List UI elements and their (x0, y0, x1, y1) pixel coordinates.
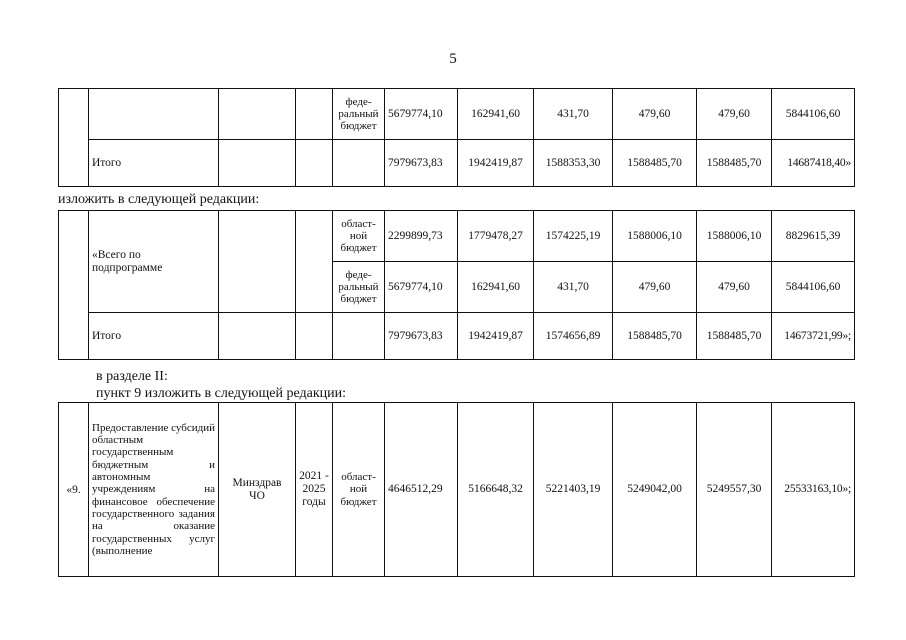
value-cell: 479,60 (697, 262, 772, 313)
value-cell: 7979673,83 (385, 140, 458, 187)
period-cell (296, 89, 333, 140)
value-cell: 2299899,73 (385, 211, 458, 262)
value-cell: 431,70 (534, 262, 613, 313)
budget-table-old-totals (58, 88, 855, 187)
value-cell: 162941,60 (458, 89, 534, 140)
value-cell: 5679774,10 (385, 89, 458, 140)
instruction-line: в разделе II: (96, 369, 168, 384)
value-cell: 1779478,27 (458, 211, 534, 262)
executor-cell (219, 211, 296, 313)
value-cell: 7979673,83 (385, 313, 458, 360)
total-cell: 25533163,10»; (772, 403, 855, 577)
row-label: Итого (89, 313, 219, 360)
value-cell: 1588485,70 (697, 313, 772, 360)
funding-source (333, 140, 385, 187)
value-cell: 5249042,00 (613, 403, 697, 577)
funding-source: област- ной бюджет (333, 211, 385, 262)
value-cell: 1588485,70 (613, 140, 697, 187)
value-cell: 479,60 (613, 89, 697, 140)
value-cell: 1588006,10 (697, 211, 772, 262)
instruction-line: пункт 9 изложить в следующей редакции: (96, 386, 346, 401)
funding-source (333, 313, 385, 360)
value-cell: 4646512,29 (385, 403, 458, 577)
value-cell: 1588353,30 (534, 140, 613, 187)
table-row (59, 313, 855, 360)
value-cell: 431,70 (534, 89, 613, 140)
value-cell: 1574225,19 (534, 211, 613, 262)
executor-cell (219, 140, 296, 187)
item-number: «9. (59, 403, 89, 577)
table-row (59, 211, 855, 262)
total-cell: 5844106,60 (772, 89, 855, 140)
value-cell: 479,60 (613, 262, 697, 313)
value-cell: 162941,60 (458, 262, 534, 313)
table-row (59, 403, 855, 577)
funding-source: област- ной бюджет (333, 403, 385, 577)
value-cell: 1588485,70 (697, 140, 772, 187)
period-cell: 2021 - 2025 годы (296, 403, 333, 577)
budget-table-new-totals (58, 210, 855, 360)
number-cell (59, 89, 89, 187)
item-description: Предоставление субсидий областным государственным бюджетным и автономным учреждениям на финансовое обеспечение государственного задания на оказание государственных услуг (выполнение (89, 403, 219, 577)
value-cell: 1588006,10 (613, 211, 697, 262)
total-cell: 5844106,60 (772, 262, 855, 313)
number-cell (59, 211, 89, 360)
executor-cell (219, 89, 296, 140)
value-cell: 5166648,32 (458, 403, 534, 577)
executor-cell: Минздрав ЧО (219, 403, 296, 577)
value-cell: 5221403,19 (534, 403, 613, 577)
instruction-line: изложить в следующей редакции: (58, 192, 260, 207)
value-cell: 1574656,89 (534, 313, 613, 360)
funding-source: феде- ральный бюджет (333, 262, 385, 313)
value-cell: 5249557,30 (697, 403, 772, 577)
period-cell (296, 211, 333, 313)
executor-cell (219, 313, 296, 360)
description-cell (89, 89, 219, 140)
total-cell: 8829615,39 (772, 211, 855, 262)
budget-table-item-9 (58, 402, 855, 577)
funding-source: феде- ральный бюджет (333, 89, 385, 140)
subprogram-label: «Всего по подпрограмме (89, 211, 219, 313)
value-cell: 1942419,87 (458, 313, 534, 360)
value-cell: 5679774,10 (385, 262, 458, 313)
table-row (59, 89, 855, 140)
total-cell: 14687418,40» (772, 140, 855, 187)
table-row (59, 140, 855, 187)
value-cell: 479,60 (697, 89, 772, 140)
period-cell (296, 140, 333, 187)
period-cell (296, 313, 333, 360)
value-cell: 1942419,87 (458, 140, 534, 187)
row-label: Итого (89, 140, 219, 187)
page-number: 5 (449, 51, 457, 67)
value-cell: 1588485,70 (613, 313, 697, 360)
total-cell: 14673721,99»; (772, 313, 855, 360)
